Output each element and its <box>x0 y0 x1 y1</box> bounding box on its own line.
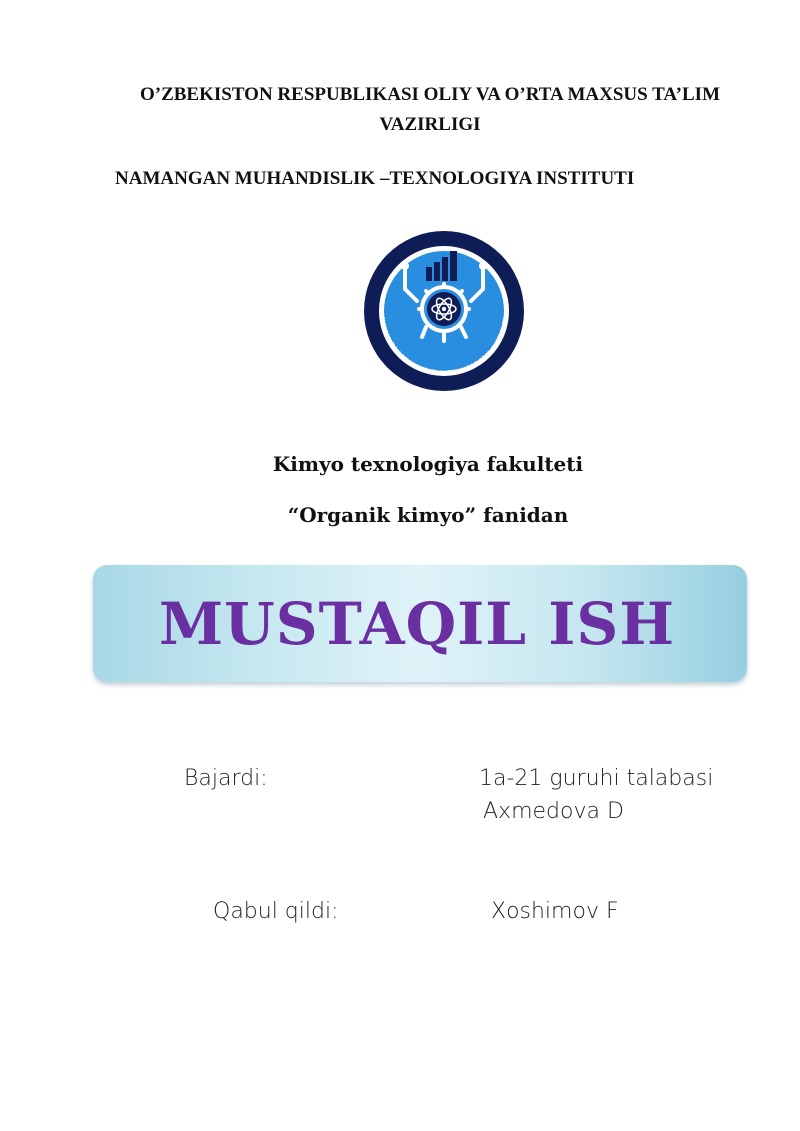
document-title: MUSTAQIL ISH <box>158 589 676 658</box>
student-name: Axmedova D <box>483 799 624 824</box>
teacher-name: Xoshimov F <box>491 899 619 924</box>
ministry-line-1: O’ZBEKISTON RESPUBLIKASI OLIY VA O’RTA MAXSUS TA’LIM <box>139 84 721 105</box>
ministry-line-2: VAZIRLIGI <box>379 114 481 135</box>
subject-name: “Organik kimyo” fanidan <box>287 503 569 527</box>
accepted-by-label: Qabul qildi: <box>213 899 339 924</box>
institute-name: NAMANGAN MUHANDISLIK –TEXNOLOGIYA INSTITUTI <box>115 168 635 189</box>
faculty-name: Kimyo texnologiya fakulteti <box>272 452 584 476</box>
title-banner <box>93 565 747 682</box>
done-by-label: Bajardi: <box>184 766 268 791</box>
institute-logo-icon <box>362 229 526 393</box>
ministry-heading <box>100 80 760 140</box>
student-group: 1a-21 guruhi talabasi <box>479 766 714 791</box>
logo-ring-text: NAMANGAN MUHANDISLIK-TEXNOLOGIYA INSTITUTI <box>378 316 510 378</box>
